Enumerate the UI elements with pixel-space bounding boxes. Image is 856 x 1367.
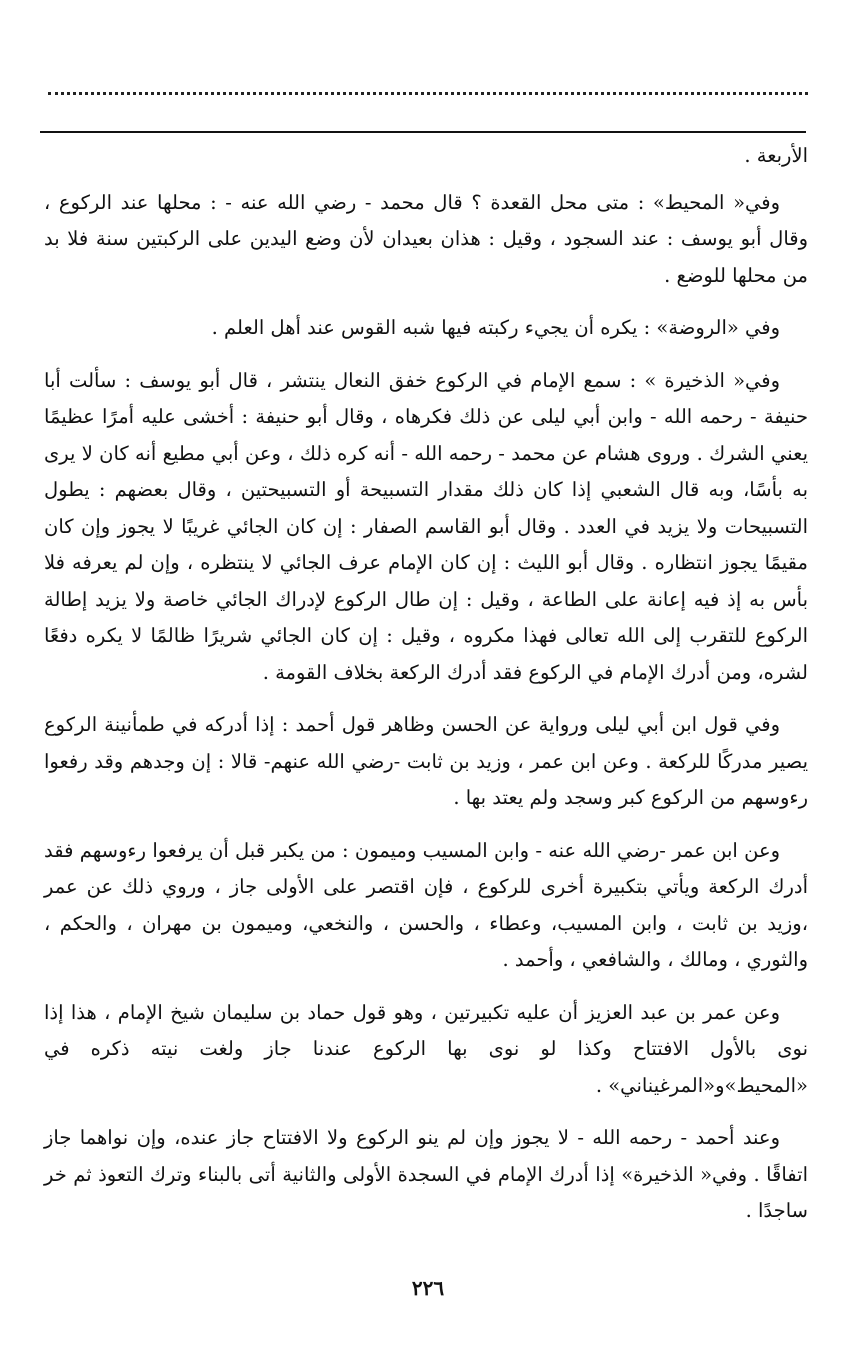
continuation-line: الأربعة . bbox=[744, 144, 808, 167]
paragraph-muhit: وفي« المحيط» : متى محل القعدة ؟ قال محمد - رضي الله عنه - : محلها عند الركوع ، وقال أبو يوسف : عند السجود ، وقيل : هذان بعيدان لأن وضع اليدين على الركبتين سنة فلا بد من محلها للوضع . bbox=[44, 190, 808, 287]
page-number: ٢٢٦ bbox=[411, 1276, 445, 1300]
footnote-rule bbox=[40, 131, 806, 133]
paragraph-ibn-abi-layla: وفي قول ابن أبي ليلى ورواية عن الحسن وظاهر قول أحمد : إذا أدركه في طمأنينة الركوع يصير مدركًا للركعة . وعن ابن عمر ، وزيد بن ثابت -رضي الله عنهم- قالا : إن وجدهم وقد رفعوا رءوسهم من الركوع كبر وسجد ولم يعتد بها . bbox=[44, 713, 808, 809]
dotted-separator bbox=[48, 80, 808, 95]
paragraph-umar-abd-aziz: وعن عمر بن عبد العزيز أن عليه تكبيرتين ، وهو قول حماد بن سليمان شيخ الإمام ، هذا إذا نوى بالأول الافتتاح وكذا لو نوى بها الركوع عندنا جاز ولغت نيته ذكره في «المحيط»و«المرغيناني» . bbox=[44, 1000, 808, 1097]
paragraph-ahmad: وعند أحمد - رحمه الله - لا يجوز وإن لم ينو الركوع ولا الافتتاح جاز عنده، وإن نواهما جاز اتفاقًا . وفي« الذخيرة» إذا أدرك الإمام في السجدة الأولى والثانية أتى بالبناء وترك التعوذ ثم خر ساجدًا . bbox=[44, 1126, 808, 1222]
paragraph-ibn-umar: وعن ابن عمر -رضي الله عنه - وابن المسيب وميمون : من يكبر قبل أن يرفعوا رءوسهم فقد أدرك الركعة ويأتي بتكبيرة أخرى للركوع ، فإن اقتصر على الأولى جاز ، وروي ذلك عن عمر ،وزيد بن ثابت ، وابن المسيب، وعطاء ، والحسن ، والنخعي، وميمون بن مهران ، والحكم ، والثوري ، ومالك ، والشافعي ، وأحمد . bbox=[44, 838, 808, 971]
paragraph-dhakhira: وفي« الذخيرة » : سمع الإمام في الركوع خفق النعال ينتشر ، قال أبو يوسف : سألت أبا حنيفة - رحمه الله - وابن أبي ليلى عن ذلك فكرهاه ، وقال أبو حنيفة : أخشى عليه أمرًا عظيمًا يعني الشرك . وروى هشام عن محمد - رحمه الله - أنه كره ذلك ، وعن أبي مطيع أنه كان لا يرى به بأسًا، وبه قال الشعبي إذا كان ذلك مقدار التسبيحة أو التسبيحتين ، وقال بعضهم : يطول التسبيحات ولا يزيد في العدد . وقال أبو القاسم الصفار : إن كان الجائي غريبًا لا يجوز وإن كان مقيمًا يجوز انتظاره . وقال أبو الليث : إن كان الإمام عرف الجائي لا ينتظره ، وإن لم يعرفه فلا بأس به إذ فيه إعانة على الطاعة ، وقيل : إن طال الركوع لإدراك الجائي خاصة ولا يزيد إطالة الركوع للتقرب إلى الله تعالى فهذا مكروه ، وقيل : إن كان الجائي شريرًا ظالمًا لا يكره دفعًا لشره، ومن أدرك الإمام في الركوع فقد أدرك الركعة بخلاف القومة . bbox=[44, 368, 808, 684]
paragraph-rawda: وفي «الروضة» : يكره أن يجيء ركبته فيها شبه القوس عند أهل العلم . bbox=[211, 316, 780, 339]
body-text bbox=[44, 138, 808, 1246]
